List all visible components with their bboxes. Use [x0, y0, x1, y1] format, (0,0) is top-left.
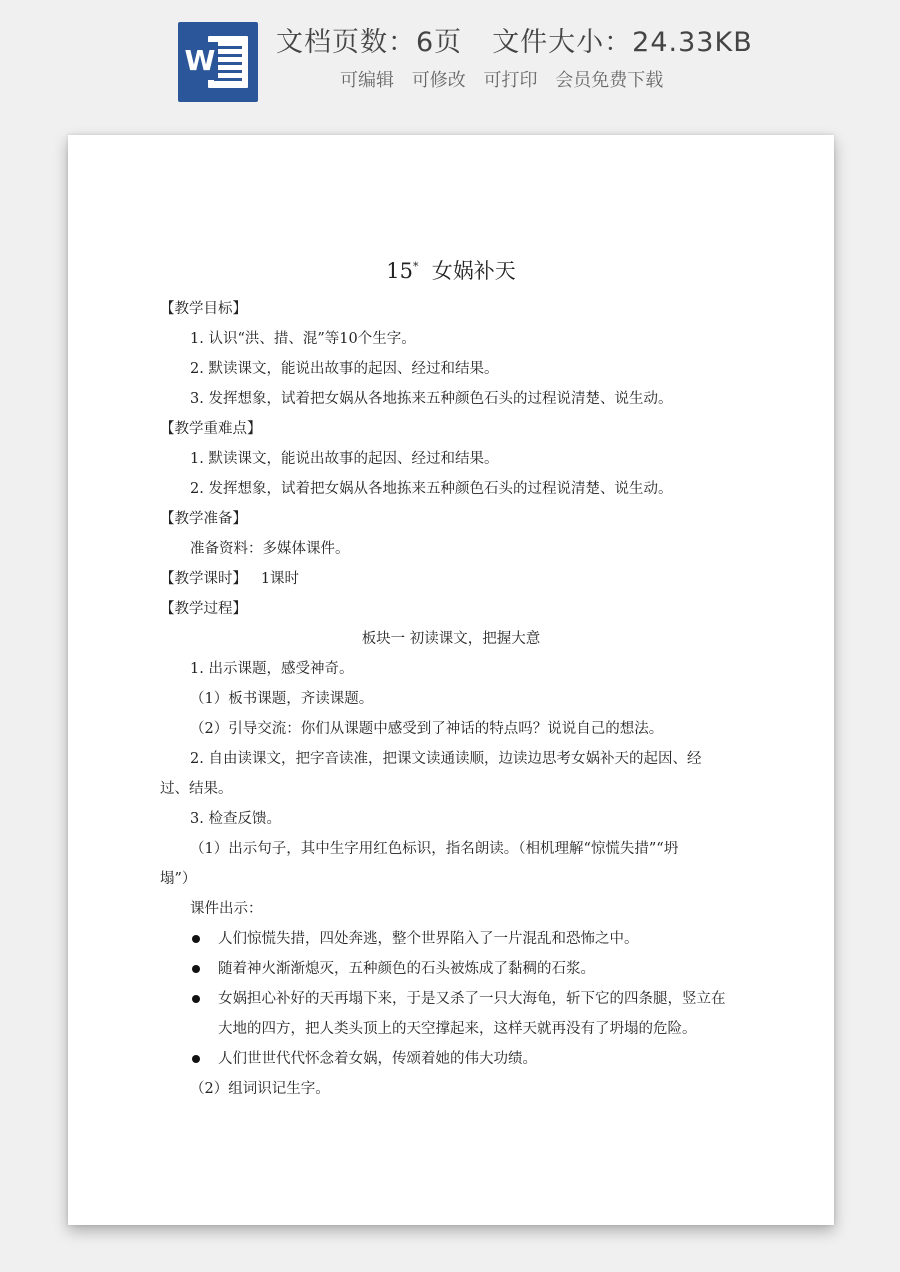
- section-header-key: 【教学重难点】: [160, 421, 262, 437]
- feature-editable: 可编辑: [340, 70, 394, 91]
- bullet-dot: [192, 995, 200, 1003]
- bullet-item: 人们世世代代怀念着女娲，传颂着她的伟大功绩。: [218, 1051, 537, 1067]
- step-line: （2）组词识记生字。: [190, 1081, 330, 1097]
- goal-item: 2. 默读课文，能说出故事的起因、经过和结果。: [190, 361, 499, 377]
- step-line: （2）引导交流：你们从课题中感受到了神话的特点吗？说说自己的想法。: [190, 721, 664, 737]
- text-line-decoration: [214, 62, 242, 65]
- block-title: 板块一 初读课文，把握大意: [361, 631, 541, 647]
- step-line: 1. 出示课题，感受神奇。: [190, 661, 354, 677]
- section-header-process: 【教学过程】: [160, 601, 247, 617]
- feature-list: [340, 66, 675, 92]
- banner-title: [276, 20, 796, 59]
- feature-printable: 可打印: [483, 70, 538, 91]
- document-title: [68, 255, 834, 285]
- goal-item: 3. 发挥想象，试着把女娲从各地拣来五种颜色石头的过程说清楚、说生动。: [190, 391, 673, 407]
- title-text: 女娲补天: [431, 259, 516, 283]
- step-line: 2. 自由读课文，把字音读准，把课文读通读顺，边读边思考女娲补天的起因、经: [190, 751, 702, 767]
- section-header-prep: 【教学准备】: [160, 511, 247, 527]
- key-item: 1. 默读课文，能说出故事的起因、经过和结果。: [190, 451, 499, 467]
- bullet-dot: [192, 935, 200, 943]
- text-line-decoration: [214, 54, 242, 57]
- bullet-item-continued: 大地的四方，把人类头顶上的天空撑起来，这样天就再没有了坍塌的危险。: [218, 1021, 697, 1037]
- step-line: （1）板书课题，齐读课题。: [190, 691, 374, 707]
- logo-letter: W: [182, 42, 218, 80]
- text-line-decoration: [214, 78, 242, 81]
- step-line: 塌”）: [160, 871, 197, 887]
- word-document-icon: [178, 22, 258, 102]
- feature-modifiable: 可修改: [411, 70, 466, 91]
- hours-value: 1课时: [260, 571, 300, 587]
- document-info-banner: [0, 0, 900, 120]
- step-line: 3. 检查反馈。: [190, 811, 281, 827]
- bullet-item: 女娲担心补好的天再塌下来，于是又杀了一只大海龟，斩下它的四条腿，竖立在: [218, 991, 726, 1007]
- goal-item: 1. 认识“洪、措、混”等10个生字。: [190, 331, 416, 347]
- bullet-dot: [192, 1055, 200, 1063]
- prep-text: 准备资料：多媒体课件。: [190, 541, 350, 557]
- step-line: 过、结果。: [160, 781, 233, 797]
- bullet-dot: [192, 965, 200, 973]
- section-header-hours: [160, 569, 299, 589]
- text-line-decoration: [214, 70, 242, 73]
- step-line: （1）出示句子，其中生字用红色标识，指名朗读。（相机理解“惊慌失措”“坍: [190, 841, 679, 857]
- key-item: 2. 发挥想象，试着把女娲从各地拣来五种颜色石头的过程说清楚、说生动。: [190, 481, 673, 497]
- section-header-goals: 【教学目标】: [160, 301, 247, 317]
- page-count: 文档页数：6页: [276, 27, 463, 58]
- bullet-item: 人们惊慌失措，四处奔逃，整个世界陷入了一片混乱和恐怖之中。: [218, 931, 639, 947]
- file-size: 文件大小：24.33KB: [492, 27, 753, 58]
- courseware-label: 课件出示：: [190, 901, 263, 917]
- hours-label: 【教学课时】: [160, 571, 247, 587]
- text-line-decoration: [214, 46, 242, 49]
- document-page: [68, 135, 834, 1225]
- feature-free-download: 会员免费下载: [555, 70, 664, 91]
- title-number: 15: [386, 259, 413, 283]
- bullet-item: 随着神火渐渐熄灭，五种颜色的石头被炼成了黏稠的石浆。: [218, 961, 595, 977]
- title-superscript: *: [412, 260, 419, 273]
